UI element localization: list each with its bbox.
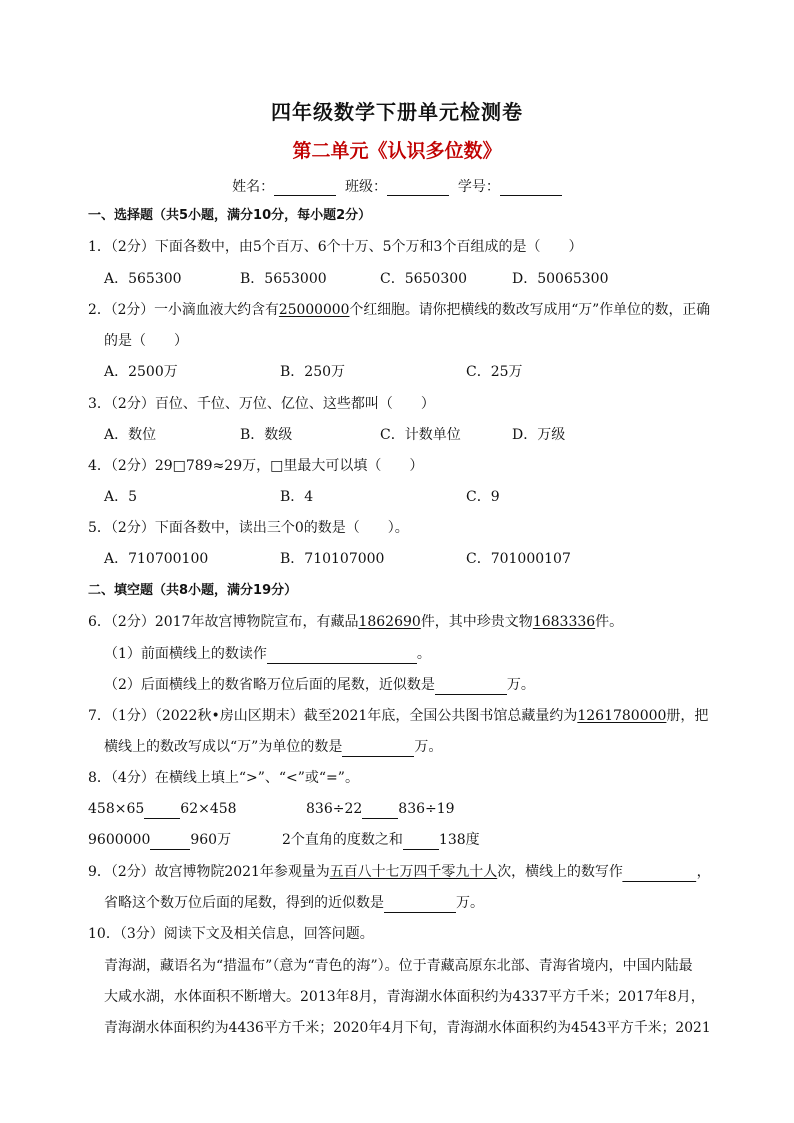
question-6 [88, 612, 623, 632]
q6-underlined-number-1: 1862690 [358, 614, 421, 630]
question-7 [88, 706, 708, 726]
question-7-line2 [104, 737, 442, 757]
page-title: 四年级数学下册单元检测卷 [271, 100, 523, 124]
q9-underlined-number: 五百八十七万四千零九十人 [329, 864, 498, 880]
q6-text-post: 件。 [595, 614, 624, 630]
q3-option-b[interactable]: B．数级 [240, 427, 293, 443]
name-label: 姓名： [232, 179, 275, 195]
q9-text-end: ， [696, 864, 711, 880]
q8-r2b-right: 138度 [438, 832, 480, 848]
q6-text-mid: 件，其中珍贵文物 [420, 614, 533, 630]
q8-r1b-blank[interactable] [362, 804, 398, 819]
q9-text-post: 次，横线上的数写作 [497, 864, 623, 880]
q6-underlined-number-2: 1683336 [532, 614, 596, 630]
question-2 [88, 300, 710, 320]
q7-line2-text: 横线上的数改写成以“万”为单位的数是 [104, 739, 343, 755]
q6-text-pre: 6．（2分）2017年故宫博物院宣布，有藏品 [88, 614, 359, 630]
q7-underlined-number: 1261780000 [577, 708, 667, 724]
name-blank[interactable] [274, 181, 336, 196]
section-heading-choice: 一、选择题（共5小题，满分10分，每小题2分） [88, 208, 372, 223]
q8-r2a-left: 9600000 [88, 832, 151, 848]
q9-text-pre: 9．（2分）故宫博物院2021年参观量为 [88, 864, 330, 880]
q5-option-c[interactable]: C．701000107 [466, 551, 571, 567]
question-9-line2 [104, 893, 484, 913]
question-3: 3．（2分）百位、千位、万位、亿位、这些都叫（ ） [88, 396, 435, 412]
q1-option-d[interactable]: D．50065300 [512, 271, 609, 287]
q8-row-2a [88, 830, 231, 850]
q2-option-c[interactable]: C．25万 [466, 364, 523, 380]
q10-passage-line-1: 青海湖，藏语名为“措温布”（意为“青色的海”）。位于青藏高原东北部、青海省境内，中国内陆最 [104, 958, 693, 974]
id-blank[interactable] [500, 181, 562, 196]
q9-blank-1[interactable] [623, 867, 697, 882]
question-10: 10．（3分）阅读下文及相关信息，回答问题。 [88, 926, 374, 942]
q8-row-2b [282, 830, 480, 850]
q2-option-b[interactable]: B．250万 [280, 364, 346, 380]
q2-text-pre: 2．（2分）一小滴血液大约含有 [88, 302, 279, 318]
q8-r2a-right: 960万 [190, 832, 232, 848]
q8-r1b-right: 836÷19 [398, 801, 455, 817]
q5-option-a[interactable]: A．710700100 [104, 551, 209, 567]
q10-passage-line-2: 大咸水湖，水体面积不断增大。2013年8月，青海湖水体面积约为4337平方千米；2017年8月， [104, 989, 705, 1005]
q1-option-a[interactable]: A．565300 [104, 271, 182, 287]
q8-row-1b [306, 799, 455, 819]
question-5: 5．（2分）下面各数中，读出三个0的数是（ ）。 [88, 520, 409, 536]
question-4: 4．（2分）29□789≈29万，□里最大可以填（ ） [88, 458, 424, 474]
q6-sub1-end: 。 [416, 646, 431, 662]
q7-blank[interactable] [342, 742, 414, 757]
q10-passage-line-3: 青海湖水体面积约为4436平方千米；2020年4月下旬，青海湖水体面积约为4543平方千米；2021 [104, 1020, 711, 1036]
q6-sub2-end: 万。 [506, 677, 535, 693]
id-label: 学号： [457, 179, 500, 195]
question-9 [88, 862, 711, 882]
q7-text-pre: 7．（1分）（2022秋•房山区期末）截至2021年底，全国公共图书馆总藏量约为 [88, 708, 578, 724]
q2-option-a[interactable]: A．2500万 [104, 364, 178, 380]
q7-text-post: 册，把 [666, 708, 709, 724]
question-1: 1．（2分）下面各数中，由5个百万、6个十万、5个万和3个百组成的是（ ） [88, 239, 583, 255]
q8-r2a-blank[interactable] [150, 835, 190, 850]
q6-sub-2 [104, 675, 535, 695]
q3-option-d[interactable]: D．万级 [512, 427, 566, 443]
q2-underlined-number: 25000000 [278, 302, 350, 318]
q8-row-1a [88, 799, 237, 819]
q1-option-b[interactable]: B．5653000 [240, 271, 327, 287]
q4-option-c[interactable]: C．9 [466, 489, 500, 505]
q8-r1a-right: 62×458 [180, 801, 237, 817]
q8-r2b-blank[interactable] [403, 835, 439, 850]
q1-option-c[interactable]: C．5650300 [380, 271, 468, 287]
q6-sub-1 [104, 644, 431, 664]
q9-line2-end: 万。 [456, 895, 484, 911]
q3-option-a[interactable]: A．数位 [104, 427, 157, 443]
q7-line2-end: 万。 [414, 739, 443, 755]
q6-sub1-text: （1）前面横线上的数读作 [104, 646, 267, 662]
q6-sub1-blank[interactable] [267, 649, 417, 664]
q4-option-b[interactable]: B．4 [280, 489, 314, 505]
q8-r2b-left: 2个直角的度数之和 [282, 832, 403, 848]
unit-subtitle: 第二单元《认识多位数》 [292, 140, 502, 162]
q8-r1a-left: 458×65 [88, 801, 145, 817]
question-8: 8．（4分）在横线上填上“>”、“<”或“=”。 [88, 770, 359, 786]
q2-text-post: 个红细胞。请你把横线的数改写成用“万”作单位的数，正确 [349, 302, 711, 318]
q6-sub2-text: （2）后面横线上的数省略万位后面的尾数，近似数是 [104, 677, 435, 693]
q8-r1b-left: 836÷22 [306, 801, 363, 817]
q5-option-b[interactable]: B．710107000 [280, 551, 385, 567]
q3-option-c[interactable]: C．计数单位 [380, 427, 461, 443]
q8-r1a-blank[interactable] [144, 804, 180, 819]
q9-blank-2[interactable] [384, 898, 456, 913]
student-info [0, 176, 794, 196]
class-label: 班级： [345, 179, 387, 195]
q6-sub2-blank[interactable] [435, 680, 507, 695]
q9-line2-text: 省略这个数万位后面的尾数，得到的近似数是 [104, 895, 384, 911]
class-blank[interactable] [387, 181, 449, 196]
section-heading-fill: 二、填空题（共8小题，满分19分） [88, 583, 298, 598]
question-2-line2: 的是（ ） [104, 333, 188, 349]
q4-option-a[interactable]: A．5 [104, 489, 138, 505]
